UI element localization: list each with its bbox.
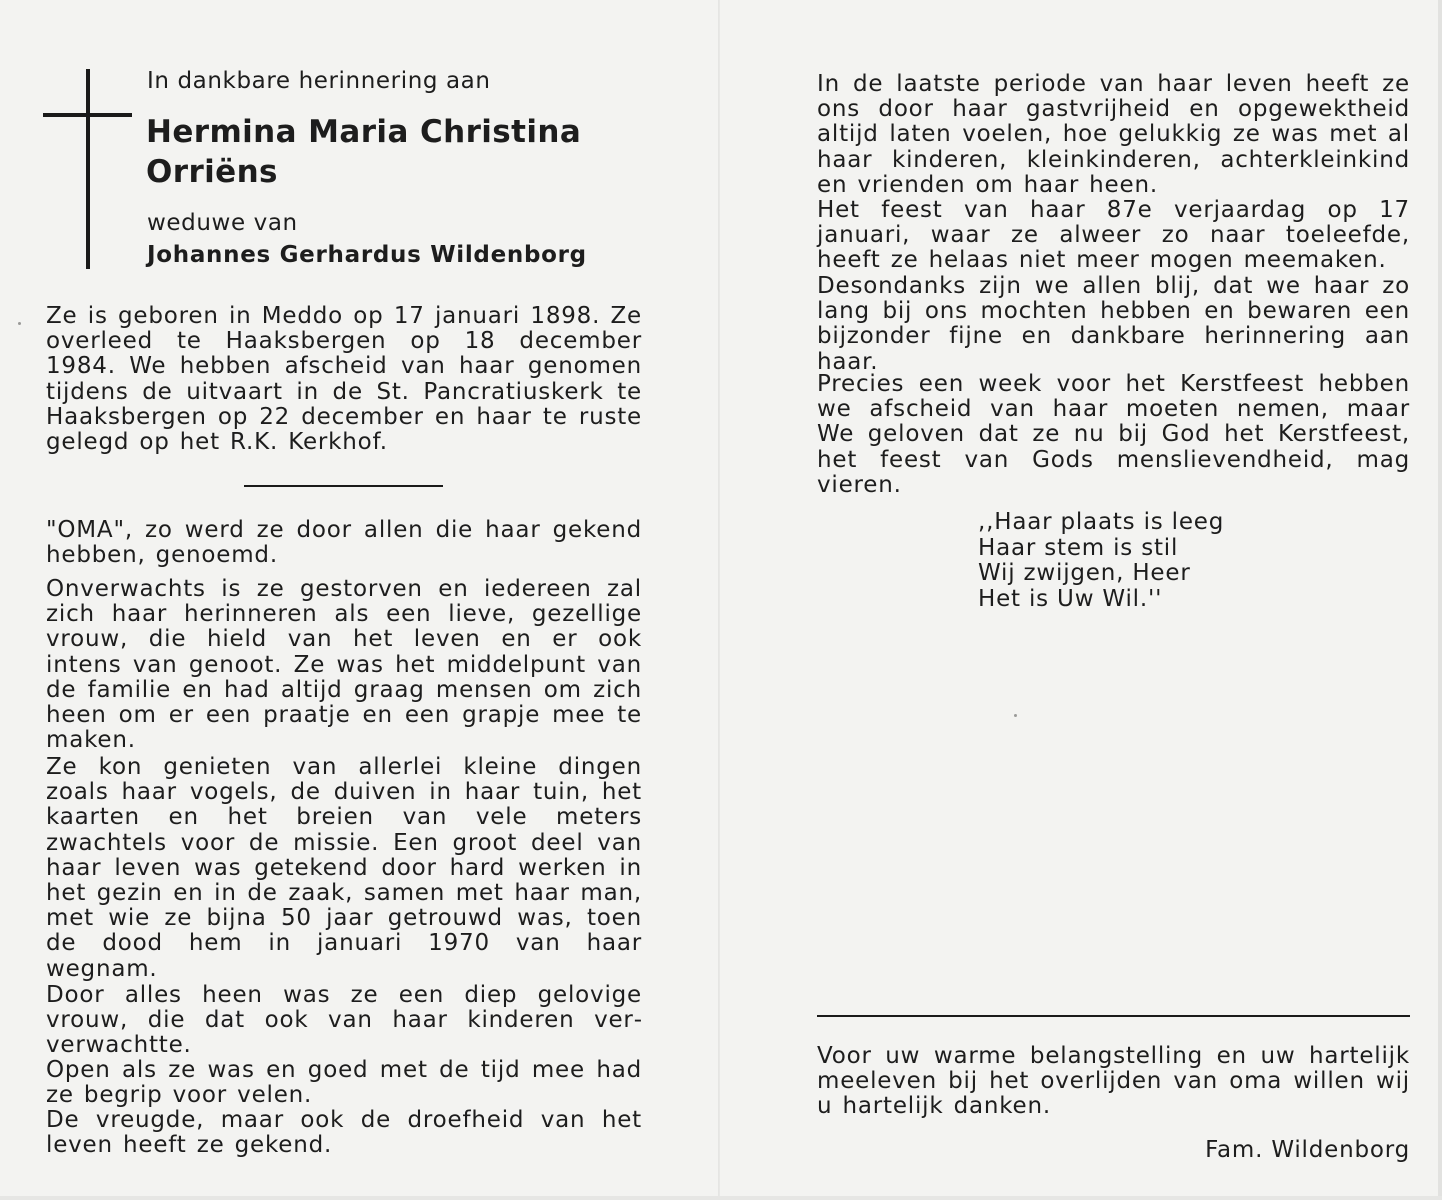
cross-horizontal-bar (43, 113, 132, 117)
card-edge-bottom (0, 1196, 1442, 1200)
birthday-paragraph: Het feest van haar 87e verjaardag op 17 januari, waar ze alweer zo naar toeleefde, heeft ze helaas niet meer mogen meemaken. (817, 197, 1410, 274)
deceased-name (146, 112, 666, 192)
widow-of-label: weduwe van (147, 210, 298, 236)
last-period-paragraph: In de laatste periode van haar leven heeft ze ons door haar gastvrijheid en opgewektheid altijd laten voelen, hoe gelukkig ze was met al haar kinderen, kleinkinderen, achterkleinkind en vrienden om haar heen. (817, 71, 1410, 198)
open-paragraph: Open als ze was en goed met de tijd mee had ze begrip voor velen. (46, 1057, 642, 1109)
husband-name: Johannes Gerhardus Wildenborg (147, 242, 587, 268)
character-paragraph: Onverwachts is ze gestorven en iedereen zal zich haar herinneren als een lieve, gezellige vrouw, die hield van het leven en er ook intens van genoot. Ze was het middelpunt van de familie en had altijd graag mensen om zich heen om er een praatje en een grapje mee te maken. (46, 576, 642, 754)
poem-line: ,,Haar plaats is leeg (978, 509, 1225, 535)
print-speck (18, 322, 21, 325)
cross-vertical-bar (86, 69, 90, 269)
christmas-paragraph: Precies een week voor het Kerstfeest hebben we afscheid van haar moeten nemen, maar We geloven dat ze nu bij God het Kerstfeest, het feest van Gods menslievendheid, mag vieren. (817, 371, 1410, 498)
faith-paragraph: Door alles heen was ze een diep gelovige vrouw, die dat ook van haar kinderen ververwachtte. (46, 982, 642, 1059)
deceased-name-line-2: Orriëns (146, 154, 278, 190)
gratitude-paragraph: Desondanks zijn we allen blij, dat we haar zo lang bij ons mochten hebben en bewaren een bijzonder fijne en dankbare herinnering aan haar. (817, 273, 1410, 375)
poem-line: Het is Uw Wil.'' (978, 585, 1163, 612)
poem (978, 510, 1224, 612)
long-divider (817, 1015, 1410, 1017)
card-fold (718, 0, 720, 1200)
birth-death-paragraph: Ze is geboren in Meddo op 17 januari 1898. Ze overleed te Haaksbergen op 18 december 1984. We hebben afscheid van haar genomen tijdens de uitvaart in de St. Pancratiuskerk te Haaksbergen op 22 december en haar te ruste gelegd op het R.K. Kerkhof. (46, 303, 642, 456)
deceased-name-line-1: Hermina Maria Christina (146, 114, 582, 150)
signature: Fam. Wildenborg (1205, 1137, 1410, 1163)
intro-line: In dankbare herinnering aan (147, 68, 491, 94)
oma-paragraph: "OMA", zo werd ze door allen die haar gekend hebben, genoemd. (46, 517, 642, 569)
poem-line: Haar stem is stil (978, 534, 1179, 561)
poem-line: Wij zwijgen, Heer (978, 560, 1191, 586)
hobbies-paragraph: Ze kon genieten van allerlei kleine dingen zoals haar vogels, de duiven in haar tuin, het kaarten en het breien van vele meters zwachtels voor de missie. Een groot deel van haar leven was getekend door hard werken in het gezin en in de zaak, samen met haar man, met wie ze bijna 50 jaar getrouwd was, toen de dood hem in januari 1970 van haar wegnam. (46, 754, 642, 982)
print-speck (1014, 714, 1017, 717)
short-divider (244, 485, 443, 487)
card-edge-right (1438, 0, 1442, 1200)
thanks-paragraph: Voor uw warme belangstelling en uw hartelijk meeleven bij het overlijden van oma willen wij u hartelijk danken. (817, 1043, 1410, 1120)
joy-sorrow-paragraph: De vreugde, maar ook de droefheid van het leven heeft ze gekend. (46, 1107, 642, 1159)
